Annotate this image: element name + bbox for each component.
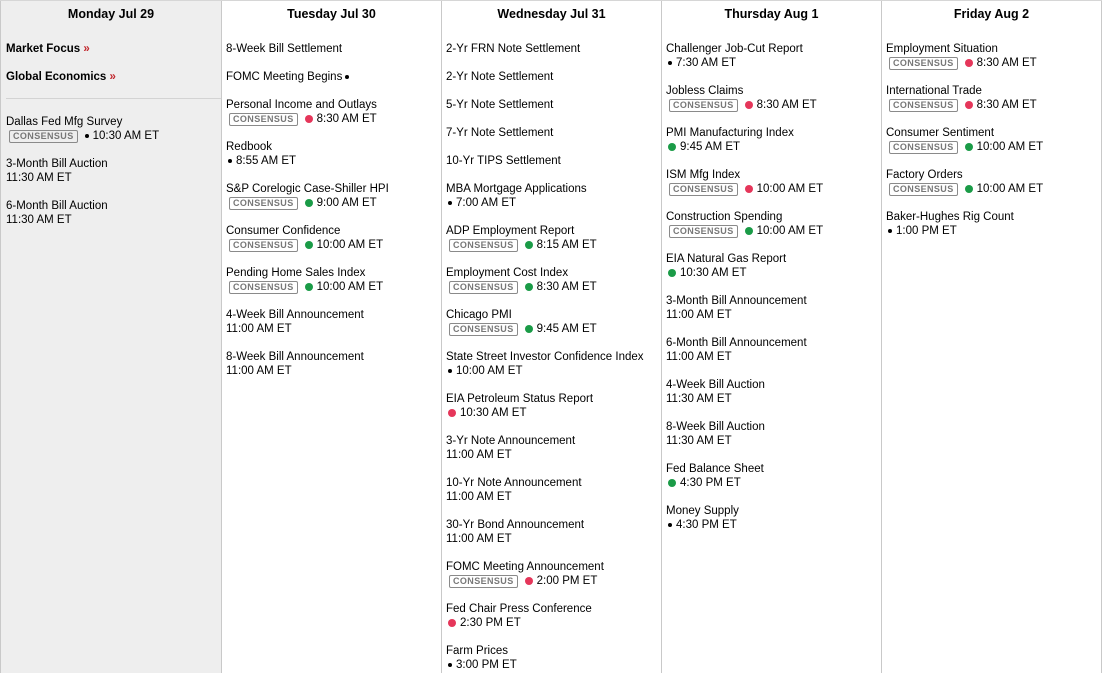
event-name-link[interactable] bbox=[666, 126, 881, 140]
calendar-event bbox=[446, 560, 661, 588]
event-time: 8:30 AM ET bbox=[536, 281, 597, 293]
event-time: 11:00 AM ET bbox=[226, 365, 292, 377]
event-name-link[interactable] bbox=[886, 42, 1101, 56]
event-name: Fed Chair Press Conference bbox=[446, 603, 592, 615]
calendar-event bbox=[446, 518, 661, 546]
event-meta bbox=[226, 238, 441, 252]
event-name: Challenger Job-Cut Report bbox=[666, 43, 803, 55]
event-name: 4-Week Bill Auction bbox=[666, 379, 765, 391]
event-meta bbox=[666, 518, 881, 532]
event-name: Money Supply bbox=[666, 505, 739, 517]
calendar-event bbox=[886, 168, 1101, 196]
event-time: 11:00 AM ET bbox=[446, 533, 512, 545]
calendar-event bbox=[666, 42, 881, 70]
event-name: 30-Yr Bond Announcement bbox=[446, 519, 585, 531]
event-name: 3-Month Bill Auction bbox=[6, 158, 108, 170]
focus-links bbox=[1, 42, 221, 99]
high-impact-dot-icon bbox=[525, 577, 533, 585]
event-name-link[interactable] bbox=[446, 434, 661, 448]
event-name: Redbook bbox=[226, 141, 273, 153]
event-meta bbox=[886, 224, 1101, 238]
event-time: 7:30 AM ET bbox=[676, 57, 737, 69]
event-meta bbox=[6, 171, 221, 185]
event-name-link[interactable] bbox=[226, 70, 441, 84]
event-meta bbox=[666, 350, 881, 364]
high-impact-dot-icon bbox=[965, 101, 973, 109]
day-column bbox=[0, 1, 222, 673]
event-list bbox=[442, 42, 661, 672]
day-header: Thursday Aug 1 bbox=[724, 7, 819, 21]
event-name-link[interactable] bbox=[446, 126, 661, 140]
event-name-link[interactable] bbox=[226, 224, 441, 238]
calendar-event bbox=[886, 84, 1101, 112]
event-name: EIA Natural Gas Report bbox=[666, 253, 787, 265]
event-meta bbox=[666, 266, 881, 280]
event-name: 8-Week Bill Settlement bbox=[226, 43, 343, 55]
calendar-event bbox=[666, 378, 881, 406]
calendar-event bbox=[666, 294, 881, 322]
event-name: Consumer Sentiment bbox=[886, 127, 995, 139]
consensus-badge[interactable]: CONSENSUS bbox=[449, 281, 518, 294]
calendar-event bbox=[446, 154, 661, 168]
event-time: 10:30 AM ET bbox=[92, 130, 160, 142]
event-time: 11:00 AM ET bbox=[666, 351, 732, 363]
event-name-link[interactable] bbox=[226, 308, 441, 322]
event-meta bbox=[886, 56, 1101, 70]
event-name: Pending Home Sales Index bbox=[226, 267, 366, 279]
event-name-link[interactable] bbox=[226, 266, 441, 280]
event-name-link[interactable] bbox=[446, 560, 661, 574]
event-name: Consumer Confidence bbox=[226, 225, 341, 237]
event-name-link[interactable] bbox=[666, 84, 881, 98]
event-time: 10:30 AM ET bbox=[460, 407, 527, 419]
calendar-event bbox=[226, 182, 441, 210]
event-time: 10:00 AM ET bbox=[976, 141, 1044, 153]
importance-dot-icon bbox=[668, 523, 672, 527]
high-impact-dot-icon bbox=[745, 185, 753, 193]
calendar-event bbox=[446, 126, 661, 140]
event-name-link[interactable] bbox=[226, 140, 441, 154]
event-name-link[interactable] bbox=[446, 182, 661, 196]
event-list bbox=[222, 42, 441, 378]
event-meta bbox=[446, 574, 661, 588]
calendar-event bbox=[886, 126, 1101, 154]
event-name: 5-Yr Note Settlement bbox=[446, 99, 554, 111]
calendar-event bbox=[226, 224, 441, 252]
event-time: 3:00 PM ET bbox=[456, 659, 517, 671]
calendar-event bbox=[886, 42, 1101, 70]
consensus-badge[interactable]: CONSENSUS bbox=[669, 99, 738, 112]
consensus-badge[interactable]: CONSENSUS bbox=[889, 57, 958, 70]
medium-impact-dot-icon bbox=[305, 199, 313, 207]
calendar-event bbox=[446, 224, 661, 252]
consensus-badge[interactable]: CONSENSUS bbox=[229, 113, 298, 126]
event-time: 8:30 AM ET bbox=[316, 113, 377, 125]
event-time: 2:30 PM ET bbox=[460, 617, 521, 629]
event-time: 4:30 PM ET bbox=[676, 519, 737, 531]
calendar-event bbox=[226, 98, 441, 126]
medium-impact-dot-icon bbox=[965, 185, 973, 193]
consensus-badge[interactable]: CONSENSUS bbox=[229, 239, 298, 252]
event-name-link[interactable] bbox=[446, 224, 661, 238]
double-chevron-right-icon: » bbox=[83, 43, 90, 55]
calendar-event bbox=[446, 644, 661, 672]
medium-impact-dot-icon bbox=[965, 143, 973, 151]
calendar-event bbox=[666, 336, 881, 364]
event-name: Construction Spending bbox=[666, 211, 783, 223]
event-meta bbox=[886, 98, 1101, 112]
consensus-badge[interactable]: CONSENSUS bbox=[229, 197, 298, 210]
event-name-link[interactable] bbox=[6, 199, 221, 213]
calendar-event bbox=[446, 392, 661, 420]
day-column bbox=[442, 1, 662, 673]
day-header: Monday Jul 29 bbox=[67, 7, 155, 21]
event-meta bbox=[446, 532, 661, 546]
consensus-badge[interactable]: CONSENSUS bbox=[889, 141, 958, 154]
event-meta bbox=[666, 224, 881, 238]
divider bbox=[6, 98, 221, 99]
day-column bbox=[222, 1, 442, 673]
event-name: 2-Yr FRN Note Settlement bbox=[446, 43, 581, 55]
calendar-event bbox=[446, 476, 661, 504]
event-list bbox=[662, 42, 881, 532]
event-name: PMI Manufacturing Index bbox=[666, 127, 794, 139]
event-meta bbox=[226, 154, 441, 168]
event-name-link[interactable] bbox=[446, 644, 661, 658]
event-list bbox=[882, 42, 1101, 238]
day-header: Friday Aug 2 bbox=[953, 7, 1030, 21]
event-meta bbox=[666, 308, 881, 322]
event-meta bbox=[446, 196, 661, 210]
event-time: 11:30 AM ET bbox=[666, 435, 732, 447]
calendar-event bbox=[666, 462, 881, 490]
day-header: Tuesday Jul 30 bbox=[287, 7, 376, 21]
event-name: Farm Prices bbox=[446, 645, 508, 657]
event-name-link[interactable] bbox=[666, 210, 881, 224]
calendar-event bbox=[446, 434, 661, 462]
event-meta bbox=[446, 490, 661, 504]
focus-link-label: Global Economics bbox=[6, 71, 107, 83]
event-meta bbox=[226, 364, 441, 378]
consensus-badge[interactable]: CONSENSUS bbox=[669, 183, 738, 196]
event-name: 8-Week Bill Auction bbox=[666, 421, 765, 433]
event-meta bbox=[666, 392, 881, 406]
event-meta bbox=[446, 448, 661, 462]
calendar-event bbox=[226, 70, 441, 84]
calendar-event bbox=[666, 84, 881, 112]
event-name: 3-Yr Note Announcement bbox=[446, 435, 576, 447]
event-name-link[interactable] bbox=[226, 182, 441, 196]
event-meta bbox=[226, 196, 441, 210]
event-name-link[interactable] bbox=[886, 210, 1101, 224]
event-meta bbox=[666, 140, 881, 154]
event-time: 2:00 PM ET bbox=[536, 575, 598, 587]
event-name-link[interactable] bbox=[446, 602, 661, 616]
calendar-event bbox=[446, 98, 661, 112]
high-impact-dot-icon bbox=[305, 115, 313, 123]
event-name: 6-Month Bill Auction bbox=[6, 200, 108, 212]
day-header: Wednesday Jul 31 bbox=[497, 7, 606, 21]
event-meta bbox=[886, 182, 1101, 196]
event-name: 4-Week Bill Announcement bbox=[226, 309, 364, 321]
importance-dot-icon bbox=[448, 369, 452, 373]
event-name-link[interactable] bbox=[666, 42, 881, 56]
consensus-badge[interactable]: CONSENSUS bbox=[229, 281, 298, 294]
event-meta bbox=[886, 140, 1101, 154]
event-name: Fed Balance Sheet bbox=[666, 463, 764, 475]
importance-dot-icon bbox=[448, 201, 452, 205]
event-name-link[interactable] bbox=[6, 157, 221, 171]
event-name-link[interactable] bbox=[886, 126, 1101, 140]
medium-impact-dot-icon bbox=[668, 479, 676, 487]
event-time: 9:45 AM ET bbox=[680, 141, 741, 153]
event-time: 10:00 AM ET bbox=[316, 281, 384, 293]
medium-impact-dot-icon bbox=[305, 283, 313, 291]
medium-impact-dot-icon bbox=[305, 241, 313, 249]
medium-impact-dot-icon bbox=[745, 227, 753, 235]
calendar-event bbox=[6, 115, 221, 143]
event-name-link[interactable] bbox=[446, 70, 661, 84]
focus-link[interactable] bbox=[6, 42, 221, 56]
calendar-event bbox=[666, 504, 881, 532]
medium-impact-dot-icon bbox=[525, 283, 533, 291]
calendar-event bbox=[446, 602, 661, 630]
event-name-link[interactable] bbox=[666, 462, 881, 476]
event-time: 10:00 AM ET bbox=[756, 183, 824, 195]
medium-impact-dot-icon bbox=[525, 241, 533, 249]
event-meta bbox=[446, 364, 661, 378]
event-name-link[interactable] bbox=[666, 504, 881, 518]
event-name: ADP Employment Report bbox=[446, 225, 575, 237]
event-name-link[interactable] bbox=[666, 378, 881, 392]
event-list bbox=[1, 115, 221, 227]
event-name: FOMC Meeting Announcement bbox=[446, 561, 604, 573]
event-name-link[interactable] bbox=[446, 266, 661, 280]
importance-dot-icon bbox=[668, 61, 672, 65]
event-meta bbox=[446, 658, 661, 672]
event-name: 6-Month Bill Announcement bbox=[666, 337, 807, 349]
event-time: 8:30 AM ET bbox=[976, 57, 1037, 69]
event-meta bbox=[666, 434, 881, 448]
event-name-link[interactable] bbox=[446, 42, 661, 56]
event-time: 11:00 AM ET bbox=[666, 309, 732, 321]
event-time: 8:30 AM ET bbox=[756, 99, 817, 111]
event-time: 4:30 PM ET bbox=[680, 477, 741, 489]
event-time: 7:00 AM ET bbox=[456, 197, 517, 209]
event-name: MBA Mortgage Applications bbox=[446, 183, 587, 195]
event-name-link[interactable] bbox=[886, 168, 1101, 182]
event-time: 9:00 AM ET bbox=[316, 197, 377, 209]
medium-impact-dot-icon bbox=[668, 269, 676, 277]
event-name-link[interactable] bbox=[446, 350, 661, 364]
event-name-link[interactable] bbox=[446, 154, 661, 168]
importance-dot-icon bbox=[228, 159, 232, 163]
event-name: EIA Petroleum Status Report bbox=[446, 393, 594, 405]
event-name-link[interactable] bbox=[666, 252, 881, 266]
event-name: Employment Situation bbox=[886, 43, 998, 55]
importance-dot-icon bbox=[85, 134, 89, 138]
focus-link-label: Market Focus bbox=[6, 43, 81, 55]
event-meta bbox=[666, 182, 881, 196]
double-chevron-right-icon: » bbox=[109, 71, 116, 83]
event-name-link[interactable] bbox=[446, 308, 661, 322]
calendar-event bbox=[226, 350, 441, 378]
event-time: 9:45 AM ET bbox=[536, 323, 597, 335]
event-name: 7-Yr Note Settlement bbox=[446, 127, 554, 139]
event-time: 10:00 AM ET bbox=[456, 365, 523, 377]
event-meta bbox=[6, 213, 221, 227]
event-name-link[interactable] bbox=[446, 98, 661, 112]
event-meta bbox=[666, 476, 881, 490]
event-name: ISM Mfg Index bbox=[666, 169, 741, 181]
event-meta bbox=[6, 129, 221, 143]
event-name: 2-Yr Note Settlement bbox=[446, 71, 554, 83]
event-name: Chicago PMI bbox=[446, 309, 512, 321]
event-name: Baker-Hughes Rig Count bbox=[886, 211, 1014, 223]
calendar-event bbox=[226, 266, 441, 294]
high-impact-dot-icon bbox=[448, 619, 456, 627]
event-meta bbox=[446, 406, 661, 420]
event-name-link[interactable] bbox=[446, 476, 661, 490]
event-name: State Street Investor Confidence Index bbox=[446, 351, 644, 363]
event-meta bbox=[666, 98, 881, 112]
event-meta bbox=[446, 280, 661, 294]
calendar-event bbox=[446, 70, 661, 84]
importance-dot-icon bbox=[345, 75, 349, 79]
event-name-link[interactable] bbox=[666, 168, 881, 182]
event-meta bbox=[226, 280, 441, 294]
event-time: 11:30 AM ET bbox=[6, 214, 72, 226]
event-meta bbox=[666, 56, 881, 70]
calendar-event bbox=[666, 420, 881, 448]
event-name: FOMC Meeting Begins bbox=[226, 71, 343, 83]
event-name-link[interactable] bbox=[446, 518, 661, 532]
calendar-event bbox=[446, 350, 661, 378]
day-column bbox=[882, 1, 1102, 673]
high-impact-dot-icon bbox=[745, 101, 753, 109]
event-name: 8-Week Bill Announcement bbox=[226, 351, 364, 363]
event-name: 10-Yr Note Announcement bbox=[446, 477, 582, 489]
event-name: 10-Yr TIPS Settlement bbox=[446, 155, 561, 167]
day-column bbox=[662, 1, 882, 673]
event-time: 10:00 AM ET bbox=[976, 183, 1044, 195]
calendar-event bbox=[446, 266, 661, 294]
consensus-badge[interactable]: CONSENSUS bbox=[449, 575, 518, 588]
event-name-link[interactable] bbox=[6, 115, 221, 129]
event-name-link[interactable] bbox=[226, 98, 441, 112]
event-meta bbox=[446, 322, 661, 336]
calendar-event bbox=[226, 42, 441, 56]
consensus-badge[interactable]: CONSENSUS bbox=[449, 239, 518, 252]
event-name: Jobless Claims bbox=[666, 85, 744, 97]
calendar-event bbox=[666, 252, 881, 280]
importance-dot-icon bbox=[888, 229, 892, 233]
event-name: 3-Month Bill Announcement bbox=[666, 295, 807, 307]
calendar-event bbox=[6, 199, 221, 227]
event-name-link[interactable] bbox=[666, 294, 881, 308]
calendar-event bbox=[446, 42, 661, 56]
event-time: 11:00 AM ET bbox=[226, 323, 292, 335]
event-name-link[interactable] bbox=[446, 392, 661, 406]
event-time: 10:00 AM ET bbox=[756, 225, 824, 237]
consensus-badge[interactable]: CONSENSUS bbox=[669, 225, 738, 238]
calendar-event bbox=[666, 168, 881, 196]
calendar-event bbox=[666, 126, 881, 154]
importance-dot-icon bbox=[448, 663, 452, 667]
event-name-link[interactable] bbox=[886, 84, 1101, 98]
event-time: 11:00 AM ET bbox=[446, 449, 512, 461]
event-name: Dallas Fed Mfg Survey bbox=[6, 116, 123, 128]
event-time: 11:30 AM ET bbox=[6, 172, 72, 184]
consensus-badge[interactable]: CONSENSUS bbox=[889, 183, 958, 196]
medium-impact-dot-icon bbox=[668, 143, 676, 151]
high-impact-dot-icon bbox=[965, 59, 973, 67]
event-time: 11:30 AM ET bbox=[666, 393, 732, 405]
event-name-link[interactable] bbox=[666, 336, 881, 350]
calendar-event bbox=[226, 308, 441, 336]
consensus-badge[interactable]: CONSENSUS bbox=[9, 130, 78, 143]
event-name-link[interactable] bbox=[226, 42, 441, 56]
event-name-link[interactable] bbox=[226, 350, 441, 364]
event-name: Employment Cost Index bbox=[446, 267, 569, 279]
medium-impact-dot-icon bbox=[525, 325, 533, 333]
event-name: S&P Corelogic Case-Shiller HPI bbox=[226, 183, 389, 195]
event-time: 11:00 AM ET bbox=[446, 491, 512, 503]
event-time: 8:55 AM ET bbox=[236, 155, 297, 167]
calendar-event bbox=[446, 308, 661, 336]
calendar-event bbox=[886, 210, 1101, 238]
event-name-link[interactable] bbox=[666, 420, 881, 434]
event-meta bbox=[446, 238, 661, 252]
event-meta bbox=[226, 322, 441, 336]
calendar-event bbox=[666, 210, 881, 238]
calendar-event bbox=[226, 140, 441, 168]
event-name: Factory Orders bbox=[886, 169, 963, 181]
event-time: 8:30 AM ET bbox=[976, 99, 1037, 111]
event-time: 1:00 PM ET bbox=[896, 225, 957, 237]
focus-link[interactable] bbox=[6, 70, 221, 84]
event-meta bbox=[226, 112, 441, 126]
high-impact-dot-icon bbox=[448, 409, 456, 417]
consensus-badge[interactable]: CONSENSUS bbox=[889, 99, 958, 112]
event-time: 8:15 AM ET bbox=[536, 239, 597, 251]
event-name: Personal Income and Outlays bbox=[226, 99, 377, 111]
calendar-event bbox=[446, 182, 661, 210]
event-time: 10:00 AM ET bbox=[316, 239, 384, 251]
event-time: 10:30 AM ET bbox=[680, 267, 747, 279]
calendar-event bbox=[6, 157, 221, 185]
event-meta bbox=[446, 616, 661, 630]
consensus-badge[interactable]: CONSENSUS bbox=[449, 323, 518, 336]
event-name: International Trade bbox=[886, 85, 982, 97]
